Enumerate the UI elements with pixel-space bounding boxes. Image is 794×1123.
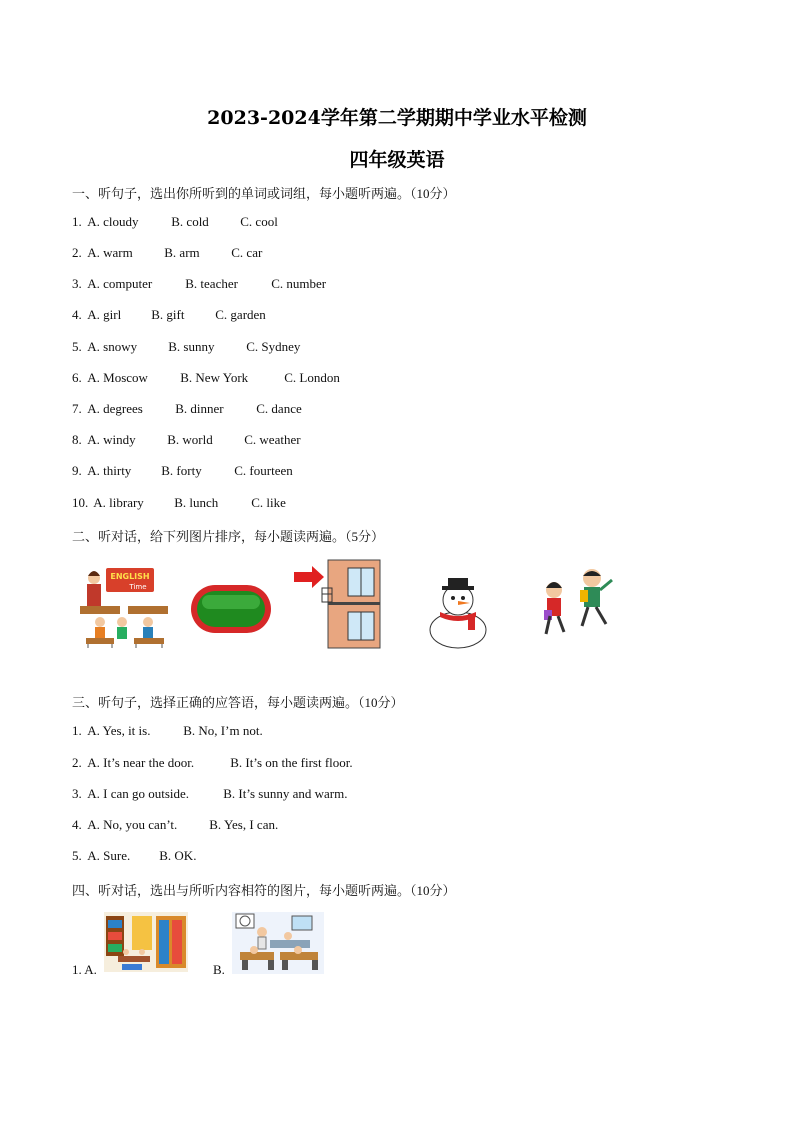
section-heading-text: 一、听句子，选出你所听到的单词或词组，每小题听两遍。 bbox=[72, 187, 411, 202]
question-number: 1. bbox=[72, 723, 82, 738]
building-floor-image bbox=[292, 558, 384, 650]
option-b: B. dinner bbox=[175, 401, 224, 416]
option-c: C. like bbox=[251, 495, 286, 510]
section-heading-text: 二、听对话，给下列图片排序，每小题读两遍。 bbox=[72, 530, 346, 545]
teachers-office-image bbox=[232, 912, 324, 974]
option-a: A. snowy bbox=[87, 339, 138, 354]
option-b: B. gift bbox=[151, 307, 185, 322]
exam-title: 2023-2024学年第二学期期中学业水平检测 bbox=[207, 107, 587, 129]
option-c: C. cool bbox=[240, 214, 278, 229]
question-row bbox=[72, 214, 278, 230]
option-a: A. girl bbox=[87, 307, 122, 322]
option-b: B. arm bbox=[164, 245, 200, 260]
children-playing-image bbox=[538, 566, 618, 644]
sign-text-time: Time bbox=[129, 583, 147, 591]
option-a: A. It’s near the door. bbox=[87, 755, 195, 770]
option-c: C. car bbox=[231, 245, 263, 260]
question-number: 3. bbox=[72, 786, 82, 801]
question-row bbox=[72, 370, 340, 386]
question-row bbox=[72, 432, 301, 448]
option-a: A. windy bbox=[87, 432, 136, 447]
option-b: B. No, I’m not. bbox=[183, 723, 263, 738]
option-a: A. Moscow bbox=[87, 370, 148, 385]
question-number: 4. bbox=[72, 817, 82, 832]
option-b: B. lunch bbox=[174, 495, 219, 510]
option-a: A. warm bbox=[87, 245, 133, 260]
section-4-heading bbox=[72, 880, 456, 899]
option-a: A. computer bbox=[87, 276, 153, 291]
option-c: C. fourteen bbox=[234, 463, 293, 478]
option-c: C. dance bbox=[256, 401, 302, 416]
question-number: 6. bbox=[72, 370, 82, 385]
question-number: 4. bbox=[72, 307, 82, 322]
picture-choice-label-b: B. bbox=[213, 962, 225, 977]
question-number: 1. bbox=[72, 214, 82, 229]
option-a: A. No, you can’t. bbox=[87, 817, 178, 832]
library-image bbox=[104, 912, 188, 972]
question-number: 7. bbox=[72, 401, 82, 416]
response-row bbox=[72, 786, 347, 802]
option-b: B. sunny bbox=[168, 339, 215, 354]
option-b: B. It’s on the first floor. bbox=[230, 755, 353, 770]
option-b: B. New York bbox=[180, 370, 249, 385]
option-b: B. forty bbox=[161, 463, 202, 478]
option-b: B. OK. bbox=[159, 848, 197, 863]
question-number: 2. bbox=[72, 755, 82, 770]
option-a: A. thirty bbox=[87, 463, 132, 478]
option-b: B. teacher bbox=[185, 276, 238, 291]
section-heading-text: 四、听对话，选出与所听内容相符的图片，每小题听两遍。 bbox=[72, 884, 411, 899]
option-a: A. cloudy bbox=[87, 214, 139, 229]
question-number: 2. bbox=[72, 245, 82, 260]
english-time-classroom-image bbox=[78, 566, 174, 648]
green-board-image bbox=[190, 584, 272, 634]
option-b: B. It’s sunny and warm. bbox=[223, 786, 348, 801]
option-a: A. library bbox=[93, 495, 144, 510]
section-heading-text: 三、听句子，选择正确的应答语，每小题读两遍。 bbox=[72, 696, 359, 711]
question-row bbox=[72, 339, 300, 355]
question-number: 5. bbox=[72, 848, 82, 863]
option-b: B. Yes, I can. bbox=[209, 817, 279, 832]
question-number: 10. bbox=[72, 495, 89, 510]
option-b: B. world bbox=[167, 432, 213, 447]
section-1-heading bbox=[72, 183, 456, 202]
sign-text-english: ENGLISH bbox=[110, 572, 150, 581]
section-points: （10分） bbox=[410, 186, 456, 201]
option-c: C. Sydney bbox=[246, 339, 301, 354]
question-row bbox=[72, 495, 286, 511]
option-a: A. degrees bbox=[87, 401, 143, 416]
section-points: （10分） bbox=[410, 883, 456, 898]
response-row bbox=[72, 755, 353, 771]
section-points: （10分） bbox=[358, 695, 404, 710]
question-number: 3. bbox=[72, 276, 82, 291]
option-c: C. garden bbox=[215, 307, 266, 322]
snowman-image bbox=[424, 576, 492, 650]
response-row bbox=[72, 848, 196, 864]
option-b: B. cold bbox=[171, 214, 209, 229]
picture-choice-label-a: 1. A. bbox=[72, 962, 97, 977]
question-number: 9. bbox=[72, 463, 82, 478]
option-a: A. Sure. bbox=[87, 848, 131, 863]
response-row bbox=[72, 723, 263, 739]
option-a: A. Yes, it is. bbox=[87, 723, 151, 738]
question-row bbox=[72, 401, 302, 417]
question-number: 8. bbox=[72, 432, 82, 447]
question-row bbox=[72, 307, 266, 323]
section-points: （5分） bbox=[345, 529, 385, 544]
section-3-heading bbox=[72, 692, 404, 711]
question-row bbox=[72, 463, 293, 479]
response-row bbox=[72, 817, 278, 833]
question-number: 5. bbox=[72, 339, 82, 354]
option-c: C. weather bbox=[244, 432, 301, 447]
section-2-heading bbox=[72, 526, 384, 545]
option-c: C. number bbox=[271, 276, 327, 291]
question-row bbox=[72, 245, 262, 261]
question-row bbox=[72, 276, 326, 292]
exam-subtitle: 四年级英语 bbox=[349, 149, 445, 171]
option-a: A. I can go outside. bbox=[87, 786, 190, 801]
option-c: C. London bbox=[284, 370, 340, 385]
